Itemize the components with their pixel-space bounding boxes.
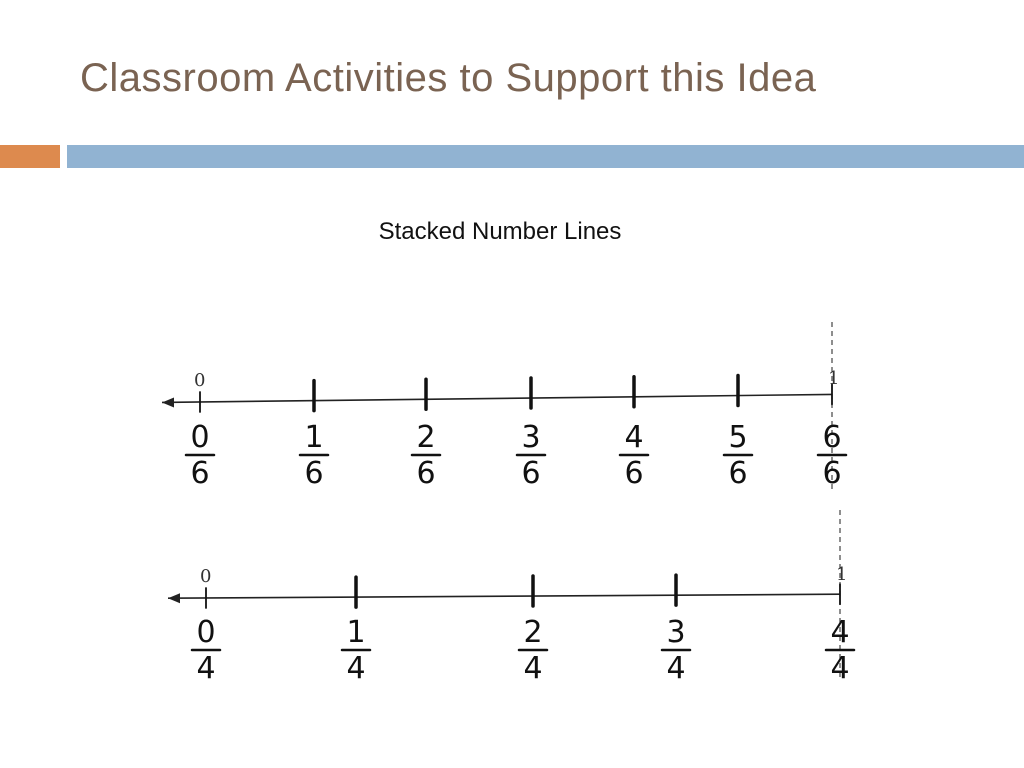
fraction-denominator: 6 <box>728 456 748 491</box>
fraction-label <box>818 420 846 491</box>
fraction-numerator: 0 <box>190 420 210 455</box>
fraction-denominator: 6 <box>521 456 541 491</box>
fraction-label <box>519 615 547 686</box>
label-zero: 0 <box>200 566 212 587</box>
number-line-fourths <box>168 510 854 686</box>
fraction-numerator: 3 <box>666 615 686 650</box>
fraction-denominator: 6 <box>624 456 644 491</box>
fraction-numerator: 0 <box>196 615 216 650</box>
fraction-denominator: 6 <box>822 456 842 491</box>
fraction-numerator: 1 <box>346 615 366 650</box>
fraction-denominator: 4 <box>196 651 216 686</box>
fraction-label <box>192 615 220 686</box>
fraction-numerator: 2 <box>523 615 543 650</box>
fraction-denominator: 4 <box>346 651 366 686</box>
diagram-subtitle-text: Stacked Number Lines <box>378 218 622 245</box>
fraction-label <box>342 615 370 686</box>
fraction-numerator: 4 <box>624 420 644 455</box>
fraction-label <box>517 420 545 491</box>
fraction-denominator: 6 <box>190 456 210 491</box>
fraction-denominator: 4 <box>830 651 850 686</box>
fraction-label <box>186 420 214 491</box>
fraction-numerator: 4 <box>830 615 850 650</box>
fraction-label <box>620 420 648 491</box>
fraction-label <box>826 615 854 686</box>
fraction-denominator: 6 <box>304 456 324 491</box>
fraction-numerator: 2 <box>416 420 436 455</box>
label-zero: 0 <box>194 370 206 391</box>
fraction-numerator: 5 <box>728 420 748 455</box>
arrow-left-icon <box>168 593 180 603</box>
fraction-denominator: 4 <box>666 651 686 686</box>
fraction-label <box>724 420 752 491</box>
fraction-label <box>412 420 440 491</box>
number-line-sixths <box>162 322 846 491</box>
arrow-left-icon <box>162 397 174 407</box>
fraction-numerator: 6 <box>822 420 842 455</box>
label-one: 1 <box>836 564 848 585</box>
number-lines-group <box>162 322 854 686</box>
fraction-label <box>300 420 328 491</box>
axis-line <box>162 394 832 402</box>
axis-line <box>168 594 840 598</box>
fraction-numerator: 1 <box>304 420 324 455</box>
fraction-label <box>662 615 690 686</box>
label-one: 1 <box>828 368 840 389</box>
slide-title: Classroom Activities to Support this Idea <box>80 56 817 100</box>
fraction-denominator: 4 <box>523 651 543 686</box>
fraction-denominator: 6 <box>416 456 436 491</box>
fraction-numerator: 3 <box>521 420 541 455</box>
